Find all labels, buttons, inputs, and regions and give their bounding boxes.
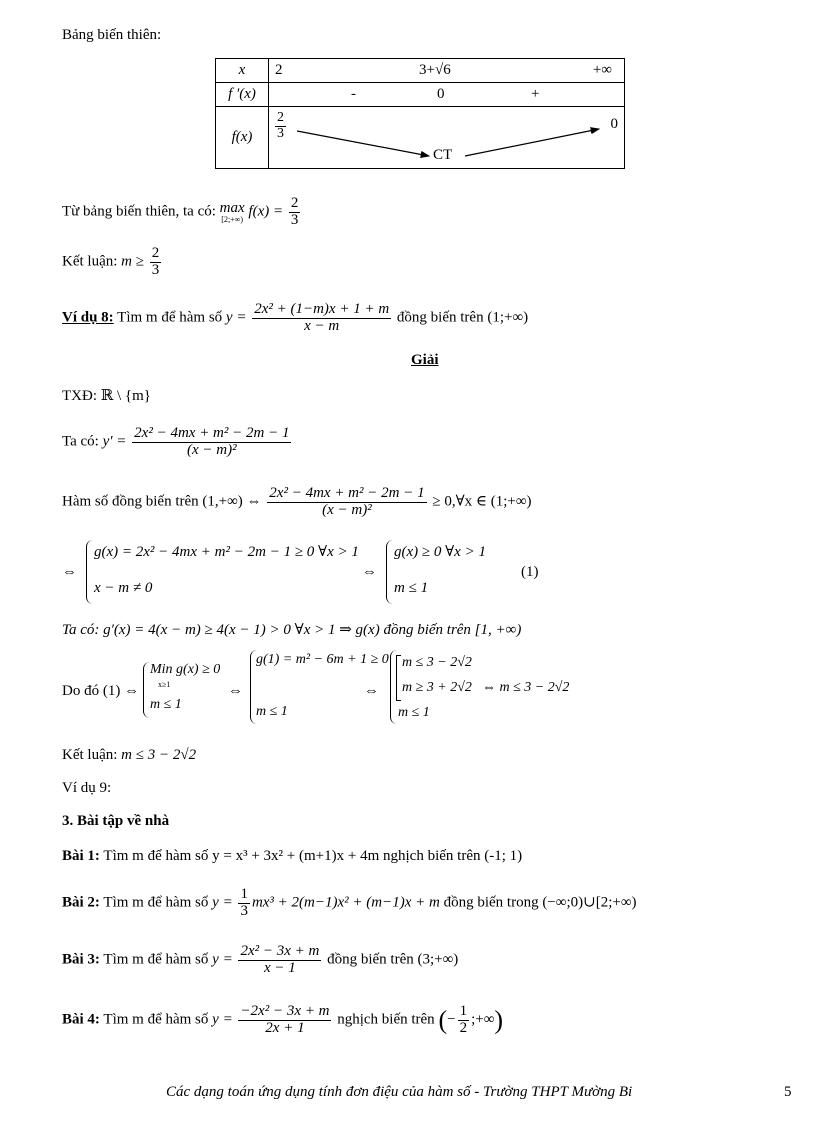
- section-3-heading: 3. Bài tập về nhà: [62, 813, 170, 829]
- max-operator: max: [219, 199, 245, 216]
- f-end-value: 0: [610, 116, 618, 132]
- conclusion-1-fraction: $\frac{2}{3}$: [151, 245, 160, 278]
- x-value-inf: +∞: [592, 62, 612, 78]
- row-fprime-label: f ′(x): [216, 83, 269, 107]
- row-x-label: x: [216, 59, 269, 83]
- x-value-critical: 3+√6: [419, 62, 451, 78]
- system3-line2: m ≤ 1: [150, 697, 182, 712]
- fprime-sign-plus: +: [531, 86, 540, 102]
- equiv-1: ⇔: [62, 564, 77, 580]
- x-value-2: 2: [275, 62, 283, 78]
- increasing-condition: Hàm số đồng biến trên (1,+∞) ⇔ $\frac{\text{2x² − 4mx + m² − 2m − 1}}{\text{(x − m)²}}$ ≥ 0,∀x ∈ (1;+∞): [62, 485, 532, 518]
- or-bracket: [396, 655, 401, 701]
- max-line: Từ bảng biến thiên, ta có: max [2;+∞) f(x) = $\frac{2}{3}$: [62, 195, 299, 228]
- f-start-value: $\frac{2}{3}$: [277, 110, 284, 141]
- therefore-label: Do đó (1) ⇔: [62, 683, 140, 699]
- max-value: $\frac{2}{3}$: [290, 195, 299, 228]
- min-subscript: x≥1: [158, 680, 171, 689]
- variation-table: [215, 58, 625, 169]
- exercise-4: Bài 4: Tìm m để hàm số y = $\frac{\text{−2x² − 3x + m}}{2x + 1}$ nghịch biến trên (− $\frac{1}{2}$ ;+∞): [62, 1003, 504, 1036]
- example-8: Ví dụ 8: Tìm m để hàm số y = $\frac{\text{2x² + (1−m)x + 1 + m}}{x - m}$ đồng biến trên (1;+∞): [62, 301, 529, 334]
- system2-line1: g(x) ≥ 0 ∀x > 1: [394, 544, 486, 560]
- system5-line1: m ≤ 3 − 2√2: [402, 655, 472, 670]
- exercise-2: Bài 2: Tìm m để hàm số y = $\frac{1}{3}$ mx³ + 2(m−1)x² + (m−1)x + m đồng biến trong (−∞;0)∪[2;+∞): [62, 886, 637, 919]
- decreasing-arrow: [297, 131, 429, 156]
- equiv-2: ⇔: [362, 564, 377, 580]
- f-ct-label: CT: [433, 147, 453, 163]
- conclusion-1: Kết luận: m ≥ $\frac{2}{3}$: [62, 245, 160, 278]
- equiv-4: ⇔: [364, 683, 379, 699]
- domain-line: TXĐ: ℝ \ {m}: [62, 388, 151, 404]
- system4-line2: m ≤ 1: [256, 704, 288, 719]
- gprime-line: Ta có: g′(x) = 4(x − m) ≥ 4(x − 1) > 0 ∀x > 1 ⇒ g(x) đồng biến trên [1, +∞): [62, 622, 522, 638]
- system4-line1: g(1) = m² − 6m + 1 ≥ 0: [256, 652, 389, 667]
- system5-line2: m ≥ 3 + 2√2: [402, 680, 472, 695]
- derivative-line: Ta có: y′ = $\frac{\text{2x² − 4mx + m² − 2m − 1}}{\text{(x − m)²}}$: [62, 425, 290, 458]
- example-9: Ví dụ 9:: [62, 780, 112, 796]
- table-heading: Bảng biến thiên:: [62, 27, 162, 43]
- system5-result: ⇔ m ≤ 3 − 2√2: [482, 680, 570, 695]
- system-tag: (1): [521, 564, 539, 580]
- equiv-3: ⇔: [228, 683, 243, 699]
- exercise-1: Bài 1: Tìm m để hàm số y = x³ + 3x² + (m+1)x + 4m nghịch biến trên (-1; 1): [62, 848, 523, 864]
- min-condition: Min g(x) ≥ 0: [150, 662, 221, 677]
- fprime-sign-minus: -: [351, 86, 356, 102]
- solution-heading: Giải: [411, 352, 439, 368]
- system1-line2: x − m ≠ 0: [94, 580, 153, 596]
- conclusion-2: Kết luận: m ≤ 3 − 2√2: [62, 747, 197, 763]
- row-f-label: f(x): [216, 107, 269, 169]
- page-number: 5: [784, 1084, 792, 1100]
- system5-line3: m ≤ 1: [398, 705, 430, 720]
- exercise-3: Bài 3: Tìm m để hàm số y = $\frac{\text{2x² − 3x + m}}{x - 1}$ đồng biến trên (3;+∞): [62, 943, 459, 976]
- system1-line1: g(x) = 2x² − 4mx + m² − 2m − 1 ≥ 0 ∀x > 1: [94, 544, 359, 560]
- fprime-zero: 0: [437, 86, 445, 102]
- system2-line2: m ≤ 1: [394, 580, 429, 596]
- increasing-arrow: [465, 129, 599, 156]
- footer-title: Các dạng toán ứng dụng tính đơn điệu của hàm số - Trường THPT Mường Bi: [166, 1084, 633, 1100]
